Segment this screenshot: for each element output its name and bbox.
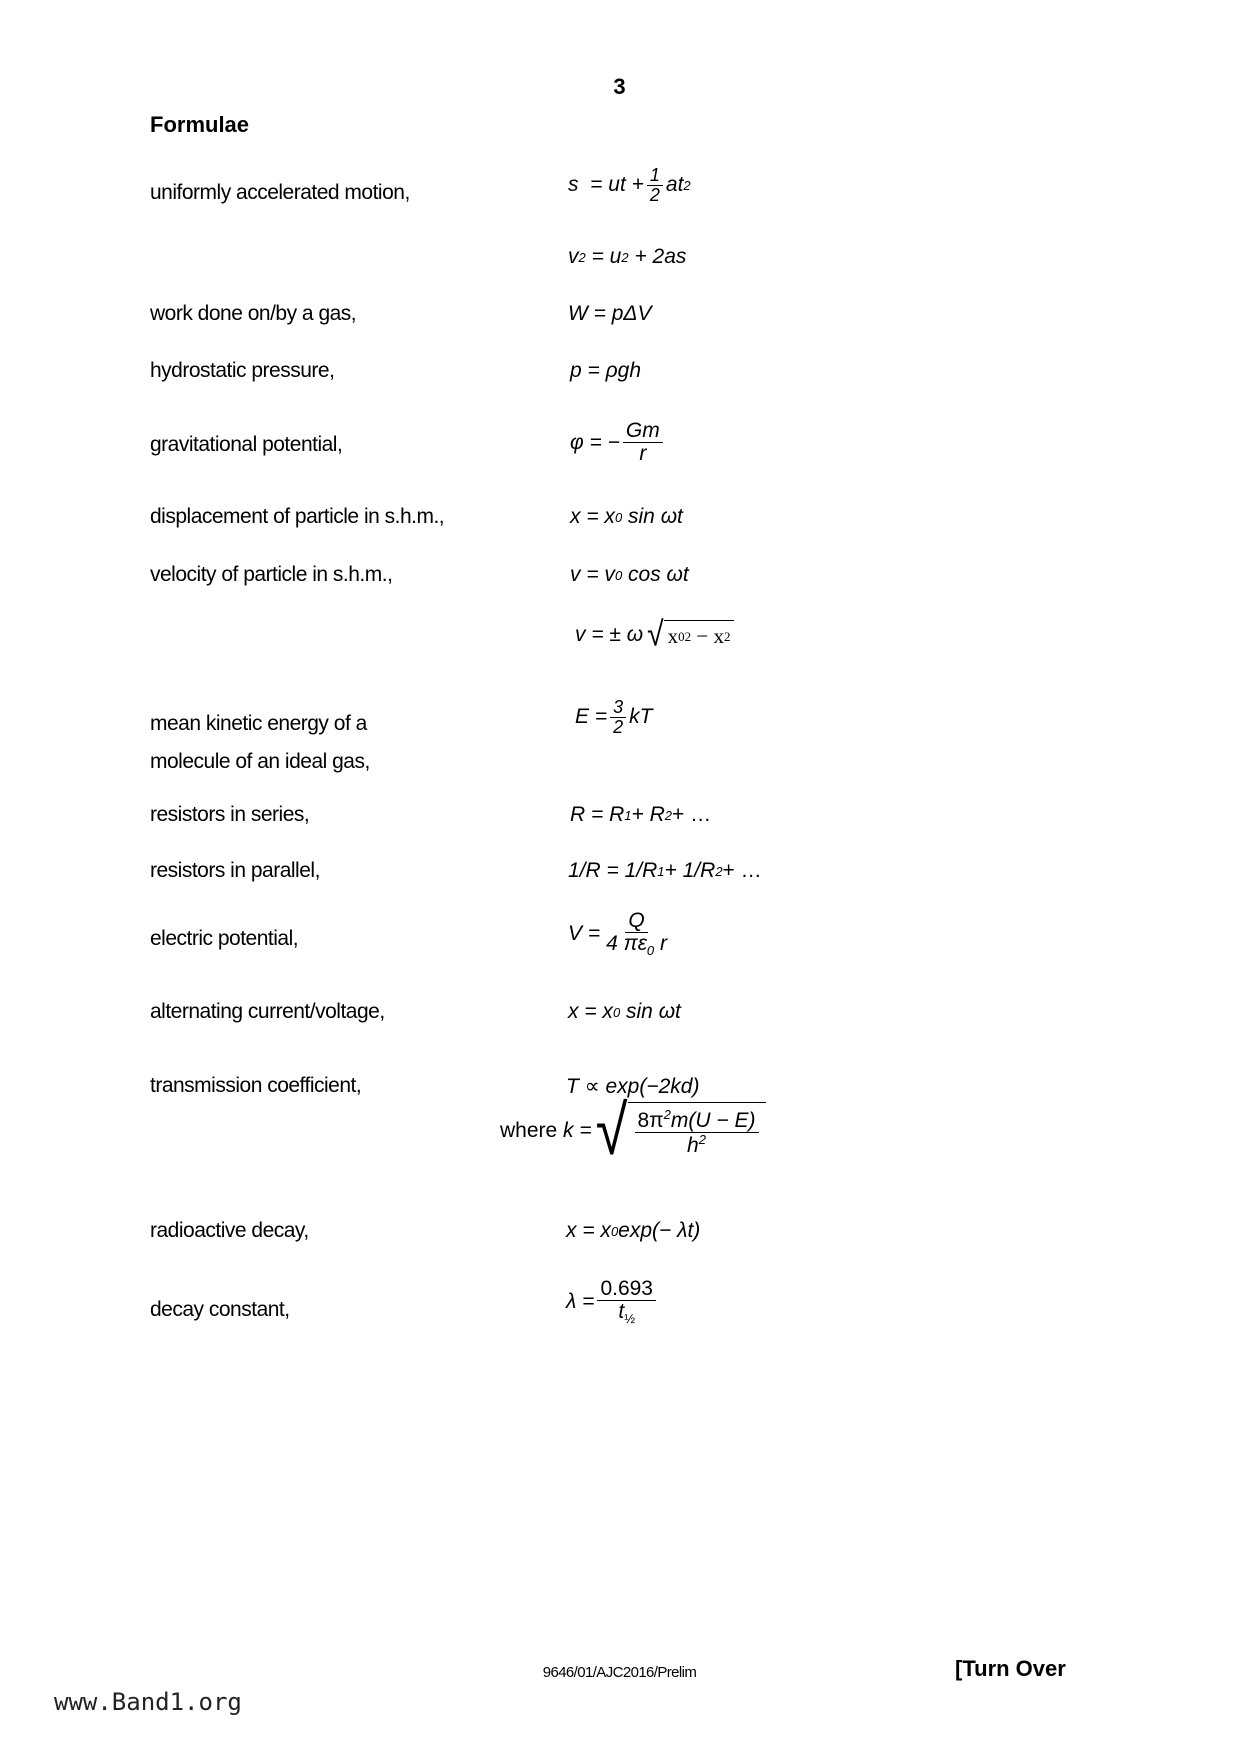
grav-lhs: φ = − bbox=[570, 430, 620, 454]
grav-den: r bbox=[639, 442, 647, 466]
k-num bbox=[635, 1108, 759, 1133]
series-mid: + R bbox=[631, 803, 665, 826]
decay-lhs: λ = bbox=[566, 1289, 595, 1313]
label-shm-displacement: displacement of particle in s.h.m., bbox=[150, 505, 445, 528]
fraction-half bbox=[647, 166, 663, 205]
k-den-h: h bbox=[687, 1134, 699, 1157]
uam-lhs: s bbox=[568, 173, 579, 197]
v-exp: 2 bbox=[578, 249, 586, 265]
series-text: R = R bbox=[570, 803, 625, 826]
grav-fraction bbox=[623, 420, 663, 465]
formulae-heading: Formulae bbox=[150, 112, 250, 137]
watermark: www.Band1.org bbox=[54, 1688, 242, 1716]
disp-lhs: x = x bbox=[570, 505, 615, 528]
label-grav-potential: gravitational potential, bbox=[150, 433, 343, 456]
ke-den: 2 bbox=[613, 716, 624, 737]
k-den-sup: 2 bbox=[698, 1132, 706, 1147]
vel-lhs: v = v bbox=[570, 563, 615, 586]
formula-wave-number bbox=[500, 1091, 766, 1170]
epot-lhs: V = bbox=[568, 921, 601, 945]
radicand-x0-sup: 2 bbox=[684, 628, 692, 644]
label-work-done: work done on/by a gas, bbox=[150, 302, 357, 325]
epot-den-main: 4 πε bbox=[606, 932, 647, 956]
radicand-x0: x bbox=[667, 624, 679, 648]
label-electric-potential: electric potential, bbox=[150, 927, 299, 950]
vel-tail: cos ωt bbox=[628, 563, 689, 586]
vel2-lhs: v = ± ω bbox=[575, 623, 644, 646]
v-symbol: v bbox=[568, 245, 579, 268]
radicand-minus-x: − x bbox=[696, 624, 724, 648]
uam-exp: 2 bbox=[683, 177, 691, 193]
where-text: where bbox=[500, 1119, 558, 1142]
u-mid: = u bbox=[591, 245, 622, 268]
fraction-num: 1 bbox=[647, 166, 663, 186]
formula-kinetic-energy bbox=[575, 698, 652, 737]
decay-den bbox=[615, 1301, 638, 1326]
formula-decay-constant bbox=[566, 1278, 659, 1326]
formula-electric-potential bbox=[568, 910, 673, 958]
formula-shm-velocity-sqrt bbox=[575, 615, 734, 654]
formula-shm-velocity-cos bbox=[570, 563, 689, 587]
k-den bbox=[684, 1133, 709, 1157]
label-shm-velocity: velocity of particle in s.h.m., bbox=[150, 563, 393, 586]
turn-over-text: [Turn Over bbox=[955, 1656, 1066, 1681]
label-resistors-series: resistors in series, bbox=[150, 803, 310, 826]
formula-work-done: W = pΔV bbox=[568, 302, 652, 325]
radio-tail: exp(− λt) bbox=[618, 1219, 701, 1242]
label-hydrostatic: hydrostatic pressure, bbox=[150, 359, 335, 382]
label-kinetic-energy-2: molecule of an ideal gas, bbox=[150, 750, 370, 773]
formula-resistors-parallel bbox=[568, 859, 762, 883]
label-uniform-motion: uniformly accelerated motion, bbox=[150, 181, 410, 204]
radicand-x0-sub: 0 bbox=[678, 628, 685, 644]
k-fraction bbox=[635, 1108, 759, 1157]
formula-shm-displacement bbox=[570, 505, 683, 529]
ac-tail: sin ωt bbox=[626, 1000, 681, 1023]
formula-velocity-squared bbox=[568, 245, 686, 269]
label-radioactive-decay: radioactive decay, bbox=[150, 1219, 309, 1242]
ke-fraction bbox=[610, 698, 626, 737]
radicand-x-sup: 2 bbox=[723, 628, 731, 644]
parallel-tail: + … bbox=[722, 859, 762, 882]
uam2-tail: + 2as bbox=[634, 245, 687, 268]
big-radicand bbox=[628, 1102, 766, 1160]
formula-transmission-coefficient: T ∝ exp(−2kd) bbox=[566, 1075, 700, 1098]
epot-den-r: r bbox=[660, 932, 667, 956]
series-sub2: 2 bbox=[664, 807, 672, 823]
u-exp: 2 bbox=[621, 249, 629, 265]
disp-tail: sin ωt bbox=[628, 505, 683, 528]
epot-den-sub: 0 bbox=[646, 943, 655, 959]
parallel-sub2: 2 bbox=[715, 863, 723, 879]
k-num-tail: m(U − E) bbox=[670, 1108, 756, 1132]
decay-den-t: t bbox=[618, 1300, 625, 1324]
exam-paper-code: 9646/01/AJC2016/Prelim bbox=[542, 1664, 697, 1681]
ac-sub: 0 bbox=[612, 1004, 621, 1020]
big-square-root bbox=[595, 1091, 766, 1170]
disp-sub: 0 bbox=[614, 509, 623, 525]
formula-resistors-series bbox=[570, 803, 711, 827]
k-lhs: k = bbox=[563, 1119, 592, 1142]
k-num-8pi: 8π bbox=[637, 1108, 664, 1132]
big-radical-sign: √ bbox=[595, 1091, 628, 1170]
k-num-sup: 2 bbox=[663, 1106, 671, 1122]
decay-den-sub: ½ bbox=[624, 1311, 636, 1327]
radical-sign: √ bbox=[647, 615, 664, 654]
label-decay-constant: decay constant, bbox=[150, 1298, 290, 1321]
square-root bbox=[647, 615, 734, 654]
formula-alternating-current bbox=[568, 1000, 681, 1024]
ke-num: 3 bbox=[610, 698, 626, 718]
uam-rhs: = ut + bbox=[590, 173, 644, 197]
epot-num: Q bbox=[625, 910, 647, 933]
fraction-den: 2 bbox=[649, 184, 660, 205]
radicand bbox=[664, 620, 735, 650]
parallel-mid: + 1/R bbox=[664, 859, 716, 882]
ke-lhs: E = bbox=[575, 705, 608, 729]
decay-fraction bbox=[597, 1278, 656, 1326]
series-tail: + … bbox=[672, 803, 712, 826]
epot-den bbox=[603, 933, 670, 958]
label-resistors-parallel: resistors in parallel, bbox=[150, 859, 320, 882]
grav-num: Gm bbox=[623, 420, 663, 443]
formula-displacement-uam bbox=[568, 166, 691, 205]
label-kinetic-energy-1: mean kinetic energy of a bbox=[150, 712, 367, 735]
uam-tail: at bbox=[665, 173, 684, 197]
label-alternating-current: alternating current/voltage, bbox=[150, 1000, 385, 1023]
ac-lhs: x = x bbox=[568, 1000, 613, 1023]
radio-lhs: x = x bbox=[566, 1219, 611, 1242]
vel-sub: 0 bbox=[614, 567, 623, 583]
formula-grav-potential bbox=[570, 420, 666, 465]
series-sub1: 1 bbox=[624, 807, 632, 823]
parallel-sub1: 1 bbox=[657, 863, 665, 879]
radio-sub: 0 bbox=[610, 1223, 619, 1239]
label-transmission-coefficient: transmission coefficient, bbox=[150, 1074, 362, 1097]
formula-hydrostatic: p = ρgh bbox=[570, 359, 641, 382]
decay-num: 0.693 bbox=[597, 1278, 656, 1301]
epot-fraction bbox=[603, 910, 670, 958]
formula-radioactive-decay bbox=[566, 1219, 700, 1243]
parallel-text: 1/R = 1/R bbox=[568, 859, 658, 882]
ke-tail: kT bbox=[629, 705, 653, 729]
page-number: 3 bbox=[613, 74, 626, 99]
